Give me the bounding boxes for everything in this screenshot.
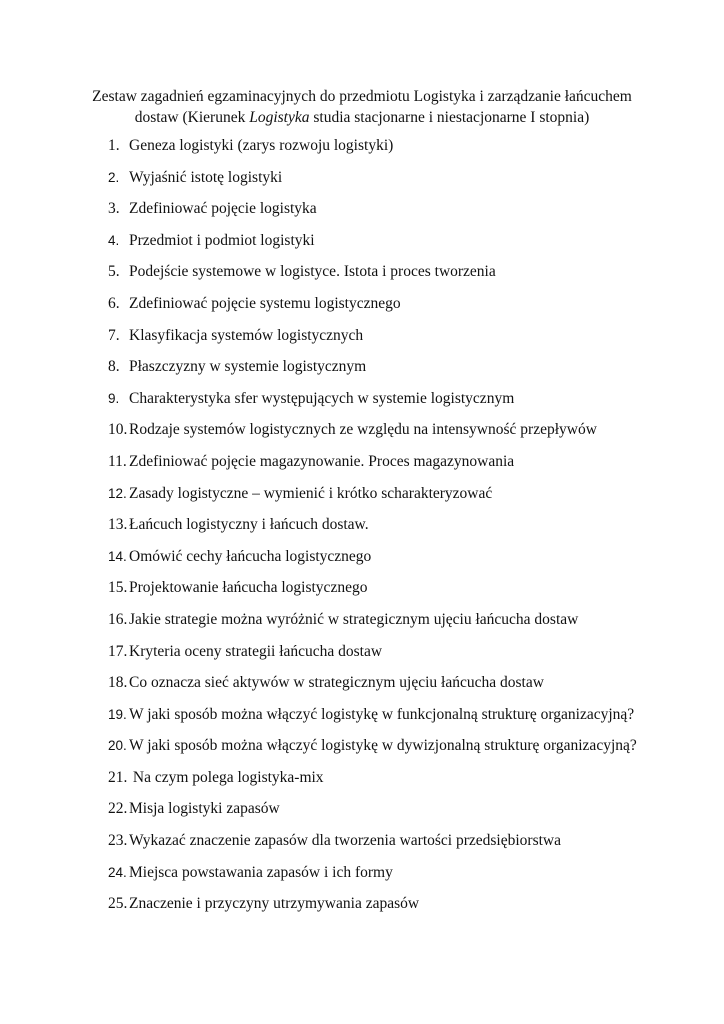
document-title xyxy=(90,86,634,128)
item-number: 16. xyxy=(108,610,128,628)
item-text: Klasyfikacja systemów logistycznych xyxy=(129,326,364,344)
item-text: W jaki sposób można włączyć logistykę w funkcjonalną strukturę organizacyjną? xyxy=(129,705,635,723)
list-item xyxy=(108,894,668,926)
item-text: Co oznacza sieć aktywów w strategicznym ujęciu łańcucha dostaw xyxy=(129,674,544,692)
list-item xyxy=(108,642,668,674)
item-text: Łańcuch logistyczny i łańcuch dostaw. xyxy=(129,516,369,534)
item-text: Misja logistyki zapasów xyxy=(129,800,280,818)
item-number: 4. xyxy=(108,232,120,248)
item-text: Geneza logistyki (zarys rozwoju logistyki) xyxy=(129,137,394,154)
item-text: Projektowanie łańcucha logistycznego xyxy=(129,579,368,597)
item-text: Podejście systemowe w logistyce. Istota i proces tworzenia xyxy=(129,263,496,281)
item-number: 12. xyxy=(108,485,127,501)
item-number: 6. xyxy=(108,294,120,312)
item-text: Zdefiniować pojęcie logistyka xyxy=(129,200,317,218)
item-text: Płaszczyzny w systemie logistycznym xyxy=(129,358,367,376)
list-item xyxy=(108,389,668,421)
title-italic-word: Logistyka xyxy=(249,109,310,126)
item-text: Rodzaje systemów logistycznych ze względu na intensywność przepływów xyxy=(129,421,597,439)
list-item xyxy=(108,736,668,768)
item-text: Jakie strategie można wyróżnić w strategicznym ujęciu łańcucha dostaw xyxy=(129,610,579,628)
list-item xyxy=(108,168,668,200)
item-number: 25. xyxy=(108,895,128,913)
list-item xyxy=(108,420,668,452)
list-item xyxy=(108,831,668,863)
item-text: Wyjaśnić istotę logistyki xyxy=(129,168,283,186)
title-line-2 xyxy=(90,107,634,128)
item-number: 2. xyxy=(108,169,120,185)
item-number: 8. xyxy=(108,358,120,376)
list-item xyxy=(108,863,668,895)
question-list xyxy=(108,136,668,926)
item-number: 15. xyxy=(108,579,128,597)
list-item xyxy=(108,768,668,800)
title-line-2-start: dostaw (Kierunek xyxy=(134,109,250,126)
item-text: Zdefiniować pojęcie systemu logistycznego xyxy=(129,294,401,312)
item-text: Znaczenie i przyczyny utrzymywania zapasów xyxy=(129,895,420,913)
list-item xyxy=(108,326,668,358)
item-number: 1. xyxy=(108,137,120,154)
list-item xyxy=(108,484,668,516)
item-text: Charakterystyka sfer występujących w systemie logistycznym xyxy=(129,389,515,407)
item-number: 20. xyxy=(108,738,127,754)
item-number: 5. xyxy=(108,263,120,281)
title-line-2-end: studia stacjonarne i niestacjonarne I stopnia) xyxy=(309,109,590,126)
title-line-1: Zestaw zagadnień egzaminacyjnych do przedmiotu Logistyka i zarządzanie łańcuchem xyxy=(92,88,632,105)
list-item xyxy=(108,799,668,831)
list-item xyxy=(108,199,668,231)
item-text: Zdefiniować pojęcie magazynowanie. Proces magazynowania xyxy=(129,452,515,470)
list-item xyxy=(108,673,668,705)
item-number: 11. xyxy=(108,452,127,470)
item-number: 3. xyxy=(108,200,120,218)
list-item xyxy=(108,136,668,168)
item-number: 22. xyxy=(108,800,128,818)
item-number: 23. xyxy=(108,832,128,850)
list-item xyxy=(108,262,668,294)
item-text: Wykazać znaczenie zapasów dla tworzenia wartości przedsiębiorstwa xyxy=(129,832,561,850)
item-text: Zasady logistyczne – wymienić i krótko scharakteryzować xyxy=(129,484,493,502)
item-number: 10. xyxy=(108,421,128,439)
list-item xyxy=(108,578,668,610)
item-number: 14. xyxy=(108,548,127,564)
list-item xyxy=(108,294,668,326)
item-text: Na czym polega logistyka-mix xyxy=(129,768,324,786)
item-number: 24. xyxy=(108,864,127,880)
item-number: 21. xyxy=(108,768,128,786)
list-item xyxy=(108,515,668,547)
item-number: 9. xyxy=(108,390,120,406)
item-number: 13. xyxy=(108,516,128,534)
list-item xyxy=(108,231,668,263)
item-text: Przedmiot i podmiot logistyki xyxy=(129,231,315,249)
item-text: Kryteria oceny strategii łańcucha dostaw xyxy=(129,642,383,660)
list-item xyxy=(108,452,668,484)
list-item xyxy=(108,610,668,642)
item-number: 7. xyxy=(108,326,120,344)
item-text: Omówić cechy łańcucha logistycznego xyxy=(129,547,372,565)
item-number: 17. xyxy=(108,642,128,660)
item-text: W jaki sposób można włączyć logistykę w dywizjonalną strukturę organizacyjną? xyxy=(129,737,637,755)
item-number: 19. xyxy=(108,706,127,722)
list-item xyxy=(108,705,668,737)
item-text: Miejsca powstawania zapasów i ich formy xyxy=(129,863,393,881)
list-item xyxy=(108,547,668,579)
item-number: 18. xyxy=(108,674,128,692)
list-item xyxy=(108,357,668,389)
